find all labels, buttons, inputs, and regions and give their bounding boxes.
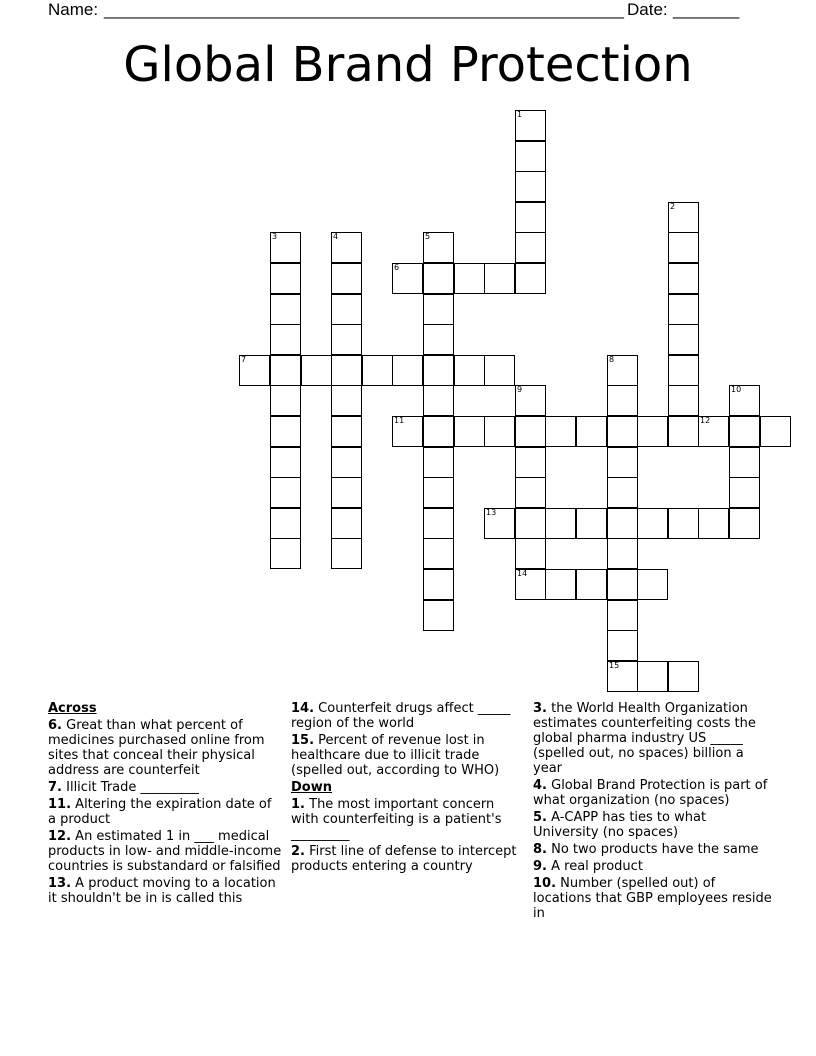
grid-cell[interactable] — [668, 263, 699, 294]
name-label: Name: — [48, 0, 99, 19]
grid-cell[interactable] — [515, 447, 546, 478]
grid-cell[interactable] — [515, 110, 546, 141]
grid-cell[interactable] — [729, 416, 760, 447]
grid-cell[interactable] — [331, 477, 362, 508]
clue-across-13: 13. A product moving to a location it shouldn't be in is called this — [48, 876, 276, 906]
grid-cell[interactable] — [607, 447, 638, 478]
name-field[interactable]: _______________________________________________________ — [104, 0, 625, 19]
grid-cell[interactable] — [515, 232, 546, 263]
grid-cell[interactable] — [668, 355, 699, 386]
clue-down-3: 3. the World Health Organization estimates counterfeiting costs the global pharma industry US _____ (spelled out, no spaces) billion a year — [533, 701, 756, 776]
clue-number: 9 — [517, 385, 523, 394]
clue-number: 15 — [609, 661, 620, 670]
grid-cell[interactable] — [607, 477, 638, 508]
clue-number: 4 — [333, 232, 339, 241]
grid-cell[interactable] — [484, 355, 515, 386]
grid-cell[interactable] — [423, 447, 454, 478]
grid-cell[interactable] — [423, 294, 454, 325]
grid-cell[interactable] — [423, 416, 454, 447]
clue-number: 3 — [272, 232, 278, 241]
grid-cell[interactable] — [270, 294, 301, 325]
grid-cell[interactable] — [454, 355, 485, 386]
grid-cell[interactable] — [515, 171, 546, 202]
grid-cell[interactable] — [729, 385, 760, 416]
clue-across-6: 6. Great than what percent of medicines purchased online from sites that conceal their physical address are counterfeit — [48, 718, 265, 778]
clue-number: 5 — [425, 232, 431, 241]
grid-cell[interactable] — [668, 294, 699, 325]
grid-cell[interactable] — [698, 416, 729, 447]
clue-across-15: 15. Percent of revenue lost in healthcare due to illicit trade (spelled out, according to WHO) — [291, 733, 500, 778]
grid-cell[interactable] — [423, 477, 454, 508]
grid-cell[interactable] — [239, 355, 270, 386]
grid-cell[interactable] — [423, 569, 454, 600]
grid-cell[interactable] — [515, 416, 546, 447]
grid-cell[interactable] — [423, 600, 454, 631]
grid-cell[interactable] — [331, 263, 362, 294]
clue-down-4: 4. Global Brand Protection is part of what organization (no spaces) — [533, 778, 768, 808]
grid-cell[interactable] — [270, 477, 301, 508]
grid-cell[interactable] — [270, 324, 301, 355]
grid-cell[interactable] — [331, 355, 362, 386]
down-heading: Down — [291, 780, 332, 795]
grid-cell[interactable] — [423, 538, 454, 569]
clues-column-2 — [291, 701, 519, 876]
grid-cell[interactable] — [607, 355, 638, 386]
grid-cell[interactable] — [331, 416, 362, 447]
grid-cell[interactable] — [698, 508, 729, 539]
grid-cell[interactable] — [392, 355, 423, 386]
clue-number: 1 — [517, 110, 523, 119]
grid-cell[interactable] — [607, 600, 638, 631]
across-heading: Across — [48, 701, 97, 716]
grid-cell[interactable] — [515, 385, 546, 416]
grid-cell[interactable] — [362, 355, 393, 386]
grid-cell[interactable] — [576, 569, 607, 600]
clue-number: 8 — [609, 355, 615, 364]
clue-across-14: 14. Counterfeit drugs affect _____ region of the world — [291, 701, 511, 731]
grid-cell[interactable] — [668, 232, 699, 263]
clue-down-10: 10. Number (spelled out) of locations that GBP employees reside in — [533, 876, 772, 921]
grid-cell[interactable] — [423, 263, 454, 294]
clue-number: 13 — [486, 508, 497, 517]
date-field[interactable]: _______ — [673, 0, 740, 19]
clue-across-11: 11. Altering the expiration date of a product — [48, 797, 272, 827]
grid-cell[interactable] — [515, 263, 546, 294]
grid-cell[interactable] — [423, 232, 454, 263]
grid-cell[interactable] — [668, 508, 699, 539]
clue-number: 14 — [517, 569, 528, 578]
grid-cell[interactable] — [331, 294, 362, 325]
grid-cell[interactable] — [607, 630, 638, 661]
grid-cell[interactable] — [607, 538, 638, 569]
grid-cell[interactable] — [729, 508, 760, 539]
grid-cell[interactable] — [668, 661, 699, 692]
grid-cell[interactable] — [331, 508, 362, 539]
grid-cell[interactable] — [270, 263, 301, 294]
grid-cell[interactable] — [515, 141, 546, 172]
grid-cell[interactable] — [270, 416, 301, 447]
grid-cell[interactable] — [515, 477, 546, 508]
grid-cell[interactable] — [637, 508, 668, 539]
grid-cell[interactable] — [484, 263, 515, 294]
grid-cell[interactable] — [515, 538, 546, 569]
clue-number: 11 — [394, 416, 405, 425]
grid-cell[interactable] — [607, 661, 638, 692]
grid-cell[interactable] — [545, 416, 576, 447]
grid-cell[interactable] — [270, 385, 301, 416]
grid-cell[interactable] — [637, 416, 668, 447]
date-label: Date: — [627, 0, 668, 19]
clue-number: 7 — [241, 355, 247, 364]
grid-cell[interactable] — [270, 538, 301, 569]
grid-cell[interactable] — [484, 508, 515, 539]
grid-cell[interactable] — [331, 324, 362, 355]
grid-cell[interactable] — [484, 416, 515, 447]
clue-down-2: 2. First line of defense to intercept products entering a country — [291, 844, 517, 874]
clue-across-7: 7. Illicit Trade _________ — [48, 780, 200, 795]
grid-cell[interactable] — [576, 416, 607, 447]
grid-cell[interactable] — [637, 569, 668, 600]
clue-number: 10 — [731, 385, 742, 394]
clue-number: 12 — [700, 416, 711, 425]
grid-cell[interactable] — [331, 232, 362, 263]
page-title: Global Brand Protection — [123, 37, 693, 93]
grid-cell[interactable] — [515, 508, 546, 539]
grid-cell[interactable] — [331, 447, 362, 478]
grid-cell[interactable] — [668, 385, 699, 416]
clue-number: 2 — [670, 202, 676, 211]
grid-cell[interactable] — [576, 508, 607, 539]
grid-cell[interactable] — [515, 202, 546, 233]
grid-cell[interactable] — [270, 508, 301, 539]
clue-down-9: 9. A real product — [533, 859, 643, 874]
grid-cell[interactable] — [607, 508, 638, 539]
grid-cell[interactable] — [668, 416, 699, 447]
grid-cell[interactable] — [760, 416, 791, 447]
grid-cell[interactable] — [607, 569, 638, 600]
clues-column-3 — [533, 701, 773, 923]
grid-cell[interactable] — [607, 416, 638, 447]
clue-down-5: 5. A-CAPP has ties to what University (no spaces) — [533, 810, 707, 840]
grid-cell[interactable] — [331, 385, 362, 416]
grid-cell[interactable] — [729, 477, 760, 508]
grid-cell[interactable] — [301, 355, 332, 386]
clue-down-8: 8. No two products have the same — [533, 842, 759, 857]
grid-cell[interactable] — [454, 416, 485, 447]
clue-down-1: 1. The most important concern with counterfeiting is a patient's _________ — [291, 797, 502, 842]
grid-cell[interactable] — [637, 661, 668, 692]
grid-cell[interactable] — [270, 355, 301, 386]
clue-across-12: 12. An estimated 1 in ___ medical products in low- and middle-income countries is substandard or falsified — [48, 829, 282, 874]
grid-cell[interactable] — [545, 569, 576, 600]
grid-cell[interactable] — [392, 416, 423, 447]
grid-cell[interactable] — [454, 263, 485, 294]
grid-cell[interactable] — [423, 508, 454, 539]
grid-cell[interactable] — [515, 569, 546, 600]
grid-cell[interactable] — [423, 385, 454, 416]
grid-cell[interactable] — [668, 324, 699, 355]
grid-cell[interactable] — [607, 385, 638, 416]
clues-column-1 — [48, 701, 282, 908]
grid-cell[interactable] — [270, 232, 301, 263]
grid-cell[interactable] — [668, 202, 699, 233]
grid-cell[interactable] — [423, 355, 454, 386]
grid-cell[interactable] — [545, 508, 576, 539]
grid-cell[interactable] — [331, 538, 362, 569]
grid-cell[interactable] — [423, 324, 454, 355]
grid-cell[interactable] — [392, 263, 423, 294]
clue-number: 6 — [394, 263, 400, 272]
grid-cell[interactable] — [270, 447, 301, 478]
grid-cell[interactable] — [729, 447, 760, 478]
